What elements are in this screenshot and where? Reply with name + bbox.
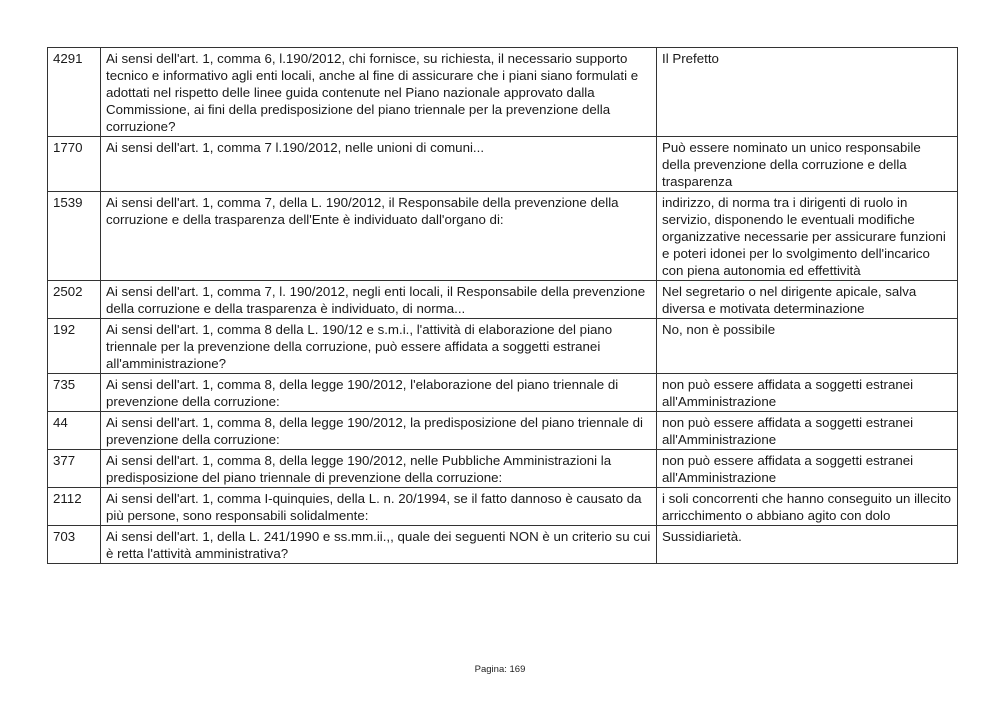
question-id: 44 <box>48 412 101 450</box>
table-row <box>48 526 958 564</box>
question-text: Ai sensi dell'art. 1, comma 8, della legge 190/2012, l'elaborazione del piano triennale di prevenzione della corruzione: <box>101 374 657 412</box>
table-row <box>48 374 958 412</box>
question-id: 192 <box>48 319 101 374</box>
question-id: 4291 <box>48 48 101 137</box>
question-text: Ai sensi dell'art. 1, comma 8 della L. 190/12 e s.m.i., l'attività di elaborazione del piano triennale per la prevenzione della corruzione, può essere affidata a soggetti estranei all'amministrazione? <box>101 319 657 374</box>
question-text: Ai sensi dell'art. 1, comma I-quinquies, della L. n. 20/1994, se il fatto dannoso è causato da più persone, sono responsabili solidalmente: <box>101 488 657 526</box>
answer-text: non può essere affidata a soggetti estranei all'Amministrazione <box>657 450 958 488</box>
table-row <box>48 450 958 488</box>
question-id: 2502 <box>48 281 101 319</box>
page-number: Pagina: 169 <box>474 664 526 675</box>
question-text: Ai sensi dell'art. 1, comma 8, della legge 190/2012, nelle Pubbliche Amministrazioni la predisposizione del piano triennale di prevenzione della corruzione: <box>101 450 657 488</box>
table-row <box>48 281 958 319</box>
answer-text: Nel segretario o nel dirigente apicale, salva diversa e motivata determinazione <box>657 281 958 319</box>
table-row <box>48 412 958 450</box>
table-row <box>48 192 958 281</box>
question-text: Ai sensi dell'art. 1, comma 6, l.190/2012, chi fornisce, su richiesta, il necessario supporto tecnico e informativo agli enti locali, anche al fine di assicurare che i piani siano formulati e adottati nel rispetto delle linee guida contenute nel Piano nazionale approvato dalla Commissione, ai fini della predisposizione del piano triennale per la prevenzione della corruzione? <box>101 48 657 137</box>
answer-text: indirizzo, di norma tra i dirigenti di ruolo in servizio, disponendo le eventuali modifiche organizzative necessarie per assicurare funzioni e poteri idonei per lo svolgimento dell'incarico con piena autonomia ed effettività <box>657 192 958 281</box>
table-row <box>48 48 958 137</box>
answer-text: non può essere affidata a soggetti estranei all'Amministrazione <box>657 374 958 412</box>
question-id: 735 <box>48 374 101 412</box>
question-text: Ai sensi dell'art. 1, comma 7 l.190/2012, nelle unioni di comuni... <box>101 137 657 192</box>
question-id: 703 <box>48 526 101 564</box>
answer-text: Il Prefetto <box>657 48 958 137</box>
question-id: 1539 <box>48 192 101 281</box>
question-id: 2112 <box>48 488 101 526</box>
answer-text: No, non è possibile <box>657 319 958 374</box>
answer-text: non può essere affidata a soggetti estranei all'Amministrazione <box>657 412 958 450</box>
quiz-table <box>47 47 958 564</box>
question-id: 1770 <box>48 137 101 192</box>
table-row <box>48 137 958 192</box>
answer-text: Sussidiarietà. <box>657 526 958 564</box>
question-text: Ai sensi dell'art. 1, della L. 241/1990 e ss.mm.ii.,, quale dei seguenti NON è un criterio su cui è retta l'attività amministrativa? <box>101 526 657 564</box>
question-text: Ai sensi dell'art. 1, comma 7, l. 190/2012, negli enti locali, il Responsabile della prevenzione della corruzione e della trasparenza è individuato, di norma... <box>101 281 657 319</box>
answer-text: i soli concorrenti che hanno conseguito un illecito arricchimento o abbiano agito con dolo <box>657 488 958 526</box>
table-row <box>48 488 958 526</box>
table-row <box>48 319 958 374</box>
question-id: 377 <box>48 450 101 488</box>
answer-text: Può essere nominato un unico responsabile della prevenzione della corruzione e della trasparenza <box>657 137 958 192</box>
question-text: Ai sensi dell'art. 1, comma 8, della legge 190/2012, la predisposizione del piano triennale di prevenzione della corruzione: <box>101 412 657 450</box>
question-text: Ai sensi dell'art. 1, comma 7, della L. 190/2012, il Responsabile della prevenzione della corruzione e della trasparenza dell'Ente è individuato dall'organo di: <box>101 192 657 281</box>
